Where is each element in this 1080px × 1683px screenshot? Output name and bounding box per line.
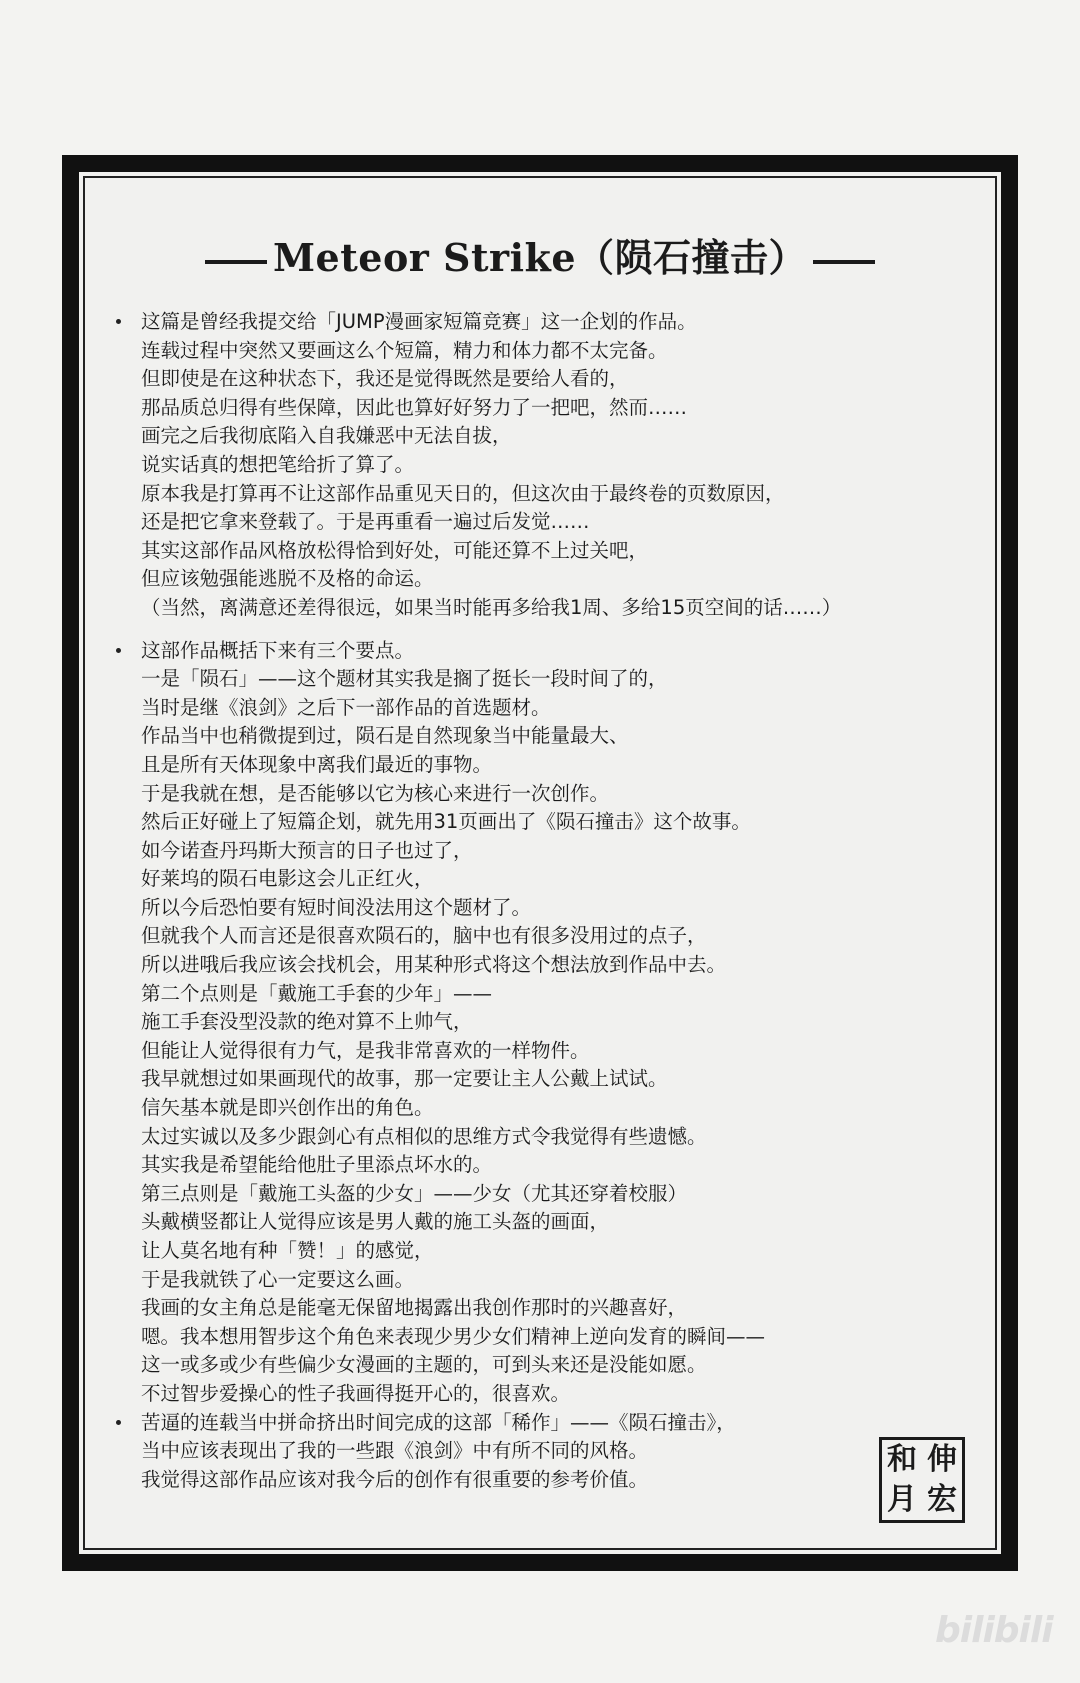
text-line: [101, 337, 971, 366]
text-line: [101, 1151, 971, 1180]
line-text: 原本我是打算再不让这部作品重见天日的，但这次由于最终卷的页数原因，: [141, 481, 785, 505]
line-text: 施工手套没型没款的绝对算不上帅气，: [141, 1010, 473, 1034]
line-text: 当中应该表现出了我的一些跟《浪剑》中有所不同的风格。: [141, 1439, 649, 1463]
title-text: Meteor Strike（陨石撞击）: [272, 235, 808, 280]
line-text: 当时是继《浪剑》之后下一部作品的首选题材。: [141, 695, 551, 719]
line-text: 其实这部作品风格放松得恰到好处，可能还算不上过关吧，: [141, 538, 649, 562]
text-line: [101, 922, 971, 951]
line-text: 于是我就铁了心一定要这么画。: [141, 1267, 415, 1291]
title-dash-right: [813, 260, 875, 264]
text-line: [101, 1208, 971, 1237]
text-line: [101, 594, 971, 623]
text-line: [101, 1437, 971, 1466]
text-line: [101, 451, 971, 480]
line-text: 我早就想过如果画现代的故事，那一定要让主人公戴上试试。: [141, 1067, 668, 1091]
text-line: [101, 1123, 971, 1152]
seal-char: 和: [887, 1442, 917, 1477]
text-line: [101, 1466, 971, 1495]
text-line: [101, 722, 971, 751]
bullet-icon: [116, 648, 121, 653]
line-text: 其实我是希望能给他肚子里添点坏水的。: [141, 1153, 493, 1177]
line-text: 但能让人觉得很有力气，是我非常喜欢的一样物件。: [141, 1038, 590, 1062]
line-text: 作品当中也稍微提到过，陨石是自然现象当中能量最大、: [141, 724, 629, 748]
line-text: 但应该勉强能逃脱不及格的命运。: [141, 567, 434, 591]
line-text: 这部作品概括下来有三个要点。: [141, 638, 415, 662]
afterword-box: [79, 172, 1001, 1554]
line-text: 且是所有天体现象中离我们最近的事物。: [141, 752, 493, 776]
line-text: 信矢基本就是即兴创作出的角色。: [141, 1096, 434, 1120]
line-text: 太过实诚以及多少跟剑心有点相似的思维方式令我觉得有些遗憾。: [141, 1124, 707, 1148]
bullet-icon: [116, 319, 121, 324]
text-line: [101, 694, 971, 723]
page-title: [79, 227, 1001, 282]
line-text: 那品质总归得有些保障，因此也算好好努力了一把吧，然而……: [141, 395, 688, 419]
line-text: 头戴横竖都让人觉得应该是男人戴的施工头盔的画面，: [141, 1210, 610, 1234]
title-dash-left: [205, 260, 267, 264]
line-text: 如今诺查丹玛斯大预言的日子也过了，: [141, 838, 473, 862]
text-line: [101, 808, 971, 837]
text-line: [101, 537, 971, 566]
section-1: [101, 308, 971, 623]
text-line: [101, 1037, 971, 1066]
bilibili-watermark: bilibili: [935, 1610, 1053, 1651]
text-line: [101, 665, 971, 694]
text-line: [101, 422, 971, 451]
text-line: [101, 637, 971, 666]
line-text: 这篇是曾经我提交给「JUMP漫画家短篇竞赛」这一企划的作品。: [141, 310, 697, 333]
text-line: [101, 780, 971, 809]
line-text: 不过智步爱操心的性子我画得挺开心的，很喜欢。: [141, 1381, 571, 1405]
line-text: 嗯。我本想用智步这个角色来表现少男少女们精神上逆向发育的瞬间——: [141, 1324, 766, 1348]
text-line: [101, 894, 971, 923]
text-line: [101, 865, 971, 894]
author-seal-stamp: [879, 1437, 965, 1523]
text-line: [101, 1409, 971, 1438]
seal-char: 宏: [927, 1482, 957, 1517]
line-text: 我觉得这部作品应该对我今后的创作有很重要的参考价值。: [141, 1467, 649, 1491]
afterword-body: [101, 308, 971, 1494]
text-line: [101, 308, 971, 337]
line-text: 我画的女主角总是能毫无保留地揭露出我创作那时的兴趣喜好，: [141, 1296, 688, 1320]
seal-char: 伸: [927, 1442, 957, 1477]
line-text: 这一或多或少有些偏少女漫画的主题的，可到头来还是没能如愿。: [141, 1353, 707, 1377]
text-line: [101, 565, 971, 594]
text-line: [101, 394, 971, 423]
line-text: 说实话真的想把笔给折了算了。: [141, 452, 415, 476]
line-text: 连载过程中突然又要画这么个短篇，精力和体力都不太完备。: [141, 338, 668, 362]
text-line: [101, 980, 971, 1009]
line-text: 所以今后恐怕要有短时间没法用这个题材了。: [141, 895, 532, 919]
line-text: 于是我就在想，是否能够以它为核心来进行一次创作。: [141, 781, 610, 805]
line-text: 一是「陨石」——这个题材其实我是搁了挺长一段时间了的，: [141, 667, 668, 691]
text-line: [101, 1266, 971, 1295]
text-line: [101, 1065, 971, 1094]
page-frame: [62, 155, 1018, 1571]
text-line: [101, 1323, 971, 1352]
bullet-icon: [116, 1420, 121, 1425]
text-line: [101, 837, 971, 866]
section-2: [101, 637, 971, 1409]
text-line: [101, 1094, 971, 1123]
line-text: 所以进哦后我应该会找机会，用某种形式将这个想法放到作品中去。: [141, 953, 727, 977]
line-text: 好莱坞的陨石电影这会儿正红火，: [141, 867, 434, 891]
line-text: 但就我个人而言还是很喜欢陨石的，脑中也有很多没用过的点子，: [141, 924, 707, 948]
section-3: [101, 1409, 971, 1495]
line-text: 让人莫名地有种「赞！」的感觉，: [141, 1239, 434, 1262]
line-text: 画完之后我彻底陷入自我嫌恶中无法自拔，: [141, 424, 512, 448]
text-line: [101, 1008, 971, 1037]
text-line: [101, 1351, 971, 1380]
text-line: [101, 365, 971, 394]
line-text: 第三点则是「戴施工头盔的少女」——少女（尤其还穿着校服）: [141, 1181, 688, 1205]
line-text: 但即使是在这种状态下，我还是觉得既然是要给人看的，: [141, 367, 629, 391]
text-line: [101, 1180, 971, 1209]
text-line: [101, 1380, 971, 1409]
line-text: 还是把它拿来登载了。于是再重看一遍过后发觉……: [141, 510, 590, 534]
line-text: 第二个点则是「戴施工手套的少年」——: [141, 981, 493, 1005]
seal-char: 月: [887, 1482, 917, 1517]
line-text: 苦逼的连载当中拼命挤出时间完成的这部「稀作」——《陨石撞击》，: [141, 1410, 736, 1434]
text-line: [101, 751, 971, 780]
text-line: [101, 508, 971, 537]
text-line: [101, 1294, 971, 1323]
text-line: [101, 951, 971, 980]
line-text: （当然，离满意还差得很远，如果当时能再多给我1周、多给15页空间的话……）: [141, 595, 842, 619]
text-line: [101, 1237, 971, 1266]
line-text: 然后正好碰上了短篇企划，就先用31页画出了《陨石撞击》这个故事。: [141, 810, 751, 834]
text-line: [101, 480, 971, 509]
